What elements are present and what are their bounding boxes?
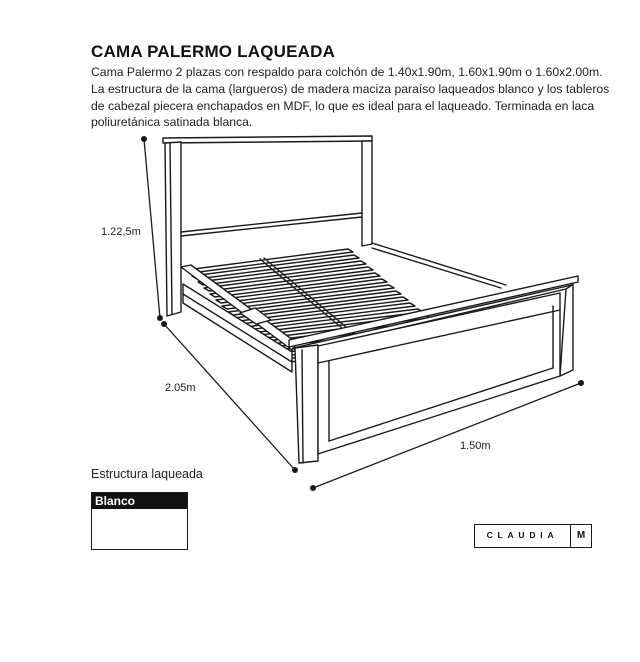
brand-logo	[474, 524, 592, 548]
height-dimension-label: 1.22,5m	[101, 226, 141, 238]
color-swatch-blanco	[91, 492, 188, 550]
product-description: Cama Palermo 2 plazas con respaldo para colchón de 1.40x1.90m, 1.60x1.90m o 1.60x2.00m. La estructura de la cama (largueros) de madera maciza paraíso laqueados blanco y los tableros de cabezal piecera enchapados en MDF, lo que es ideal para el laqueado. Terminada en laca poliuretánica satinada blanca.	[91, 65, 610, 130]
swatch-color-name: Blanco	[92, 493, 187, 509]
length-dimension-label: 2.05m	[165, 382, 196, 394]
footboard	[289, 276, 578, 463]
product-title: CAMA PALERMO LAQUEADA	[91, 42, 336, 61]
width-dimension-label: 1.50m	[460, 440, 491, 452]
brand-name: CLAUDIA	[486, 530, 559, 540]
brand-mark: M	[570, 525, 591, 547]
right-side-rail	[372, 243, 506, 288]
finish-label: Estructura laqueada	[91, 467, 203, 481]
